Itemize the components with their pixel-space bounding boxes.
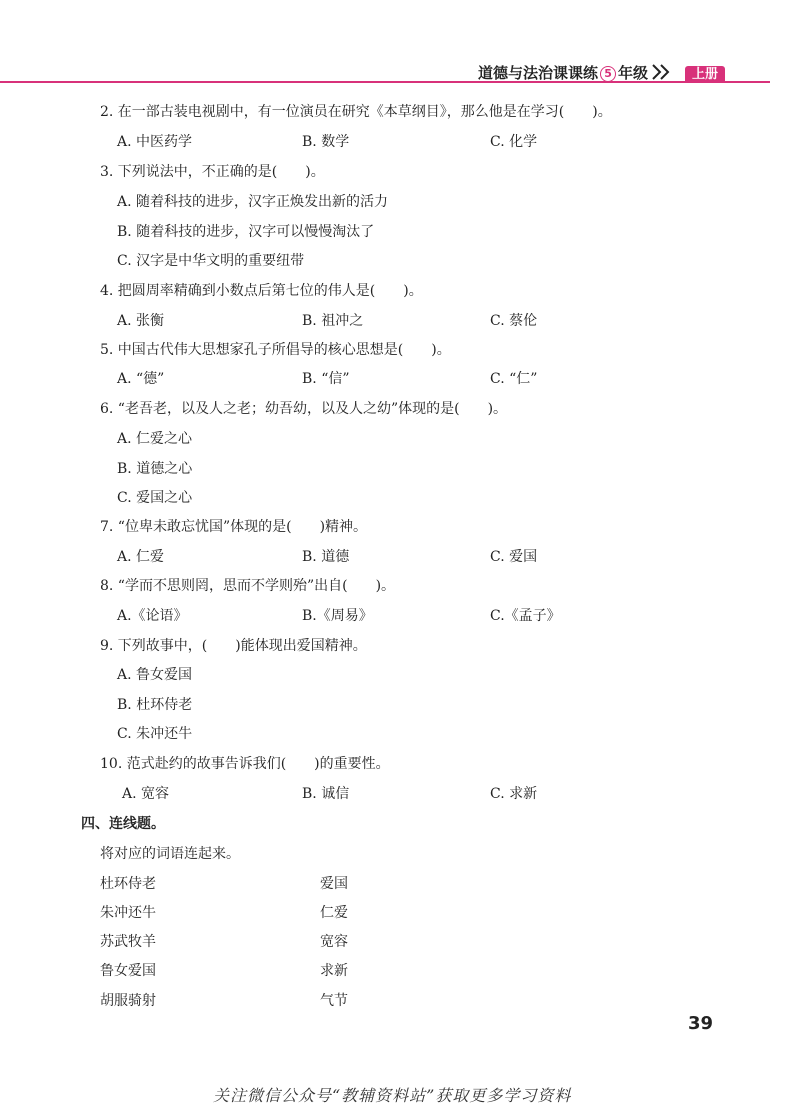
option-c: C. 爱国	[490, 549, 538, 565]
option-c: C. “仁”	[490, 371, 538, 387]
match-right-item: 爱国	[320, 876, 348, 892]
option-c: C. 朱冲还牛	[117, 726, 193, 742]
double-chevron-icon	[651, 64, 673, 84]
question-stem: 3. 下列说法中，不正确的是( )。	[100, 164, 325, 180]
question-stem: 10. 范式赴约的故事告诉我们( )的重要性。	[100, 756, 390, 772]
option-a: A. 宽容	[122, 786, 170, 802]
match-left-item: 苏武牧羊	[100, 934, 156, 950]
question-stem: 2. 在一部古装电视剧中，有一位演员在研究《本草纲目》，那么他是在学习( )。	[100, 104, 612, 120]
question-stem: 8. “学而不思则罔，思而不学则殆”出自( )。	[100, 578, 396, 594]
grade-label: 年级	[618, 64, 649, 82]
option-c: C. 汉字是中华文明的重要纽带	[117, 253, 305, 269]
book-title	[478, 62, 676, 84]
option-a: A.《论语》	[117, 608, 188, 624]
option-b: B. “信”	[302, 371, 350, 387]
option-b: B. 杜环侍老	[117, 697, 193, 713]
option-a: A. 鲁女爱国	[117, 667, 193, 683]
question-stem: 7. “位卑未敢忘忧国”体现的是( )精神。	[100, 519, 368, 535]
match-left-item: 胡服骑射	[100, 993, 156, 1009]
match-left-item: 杜环侍老	[100, 876, 156, 892]
match-left-item: 鲁女爱国	[100, 963, 156, 979]
option-a: A. “德”	[117, 371, 165, 387]
section-heading: 四、连线题。	[81, 816, 165, 832]
match-right-item: 仁爱	[320, 905, 348, 921]
match-right-item: 气节	[320, 993, 348, 1009]
question-stem: 9. 下列故事中，( )能体现出爱国精神。	[100, 638, 367, 654]
option-b: B. 随着科技的进步，汉字可以慢慢淘汰了	[117, 224, 375, 240]
match-right-item: 求新	[320, 963, 348, 979]
page-number: 39	[688, 1013, 714, 1034]
match-left-item: 朱冲还牛	[100, 905, 156, 921]
grade-number: 5	[600, 66, 616, 82]
option-b: B. 诚信	[302, 786, 350, 802]
option-a: A. 张衡	[117, 313, 165, 329]
option-b: B. 祖冲之	[302, 313, 364, 329]
book-title-text: 道德与法治课课练	[478, 64, 599, 82]
volume-tab: 上册	[685, 66, 725, 83]
option-c: C. 蔡伦	[490, 313, 538, 329]
match-right-item: 宽容	[320, 934, 348, 950]
option-c: C. 求新	[490, 786, 538, 802]
option-a: A. 仁爱之心	[117, 431, 193, 447]
option-b: B. 数学	[302, 134, 350, 150]
option-a: A. 随着科技的进步，汉字正焕发出新的活力	[117, 194, 389, 210]
section-instruction: 将对应的词语连起来。	[100, 846, 240, 862]
option-c: C. 爱国之心	[117, 490, 193, 506]
option-c: C. 化学	[490, 134, 538, 150]
option-b: B.《周易》	[302, 608, 373, 624]
option-a: A. 中医药学	[117, 134, 193, 150]
option-b: B. 道德	[302, 549, 350, 565]
option-b: B. 道德之心	[117, 461, 193, 477]
question-stem: 5. 中国古代伟大思想家孔子所倡导的核心思想是( )。	[100, 342, 451, 358]
option-c: C.《孟子》	[490, 608, 561, 624]
question-stem: 4. 把圆周率精确到小数点后第七位的伟人是( )。	[100, 283, 423, 299]
question-stem: 6. “老吾老，以及人之老；幼吾幼，以及人之幼”体现的是( )。	[100, 401, 508, 417]
option-a: A. 仁爱	[117, 549, 165, 565]
footer-watermark-text: 关注微信公众号“教辅资料站”获取更多学习资料	[213, 1086, 572, 1105]
